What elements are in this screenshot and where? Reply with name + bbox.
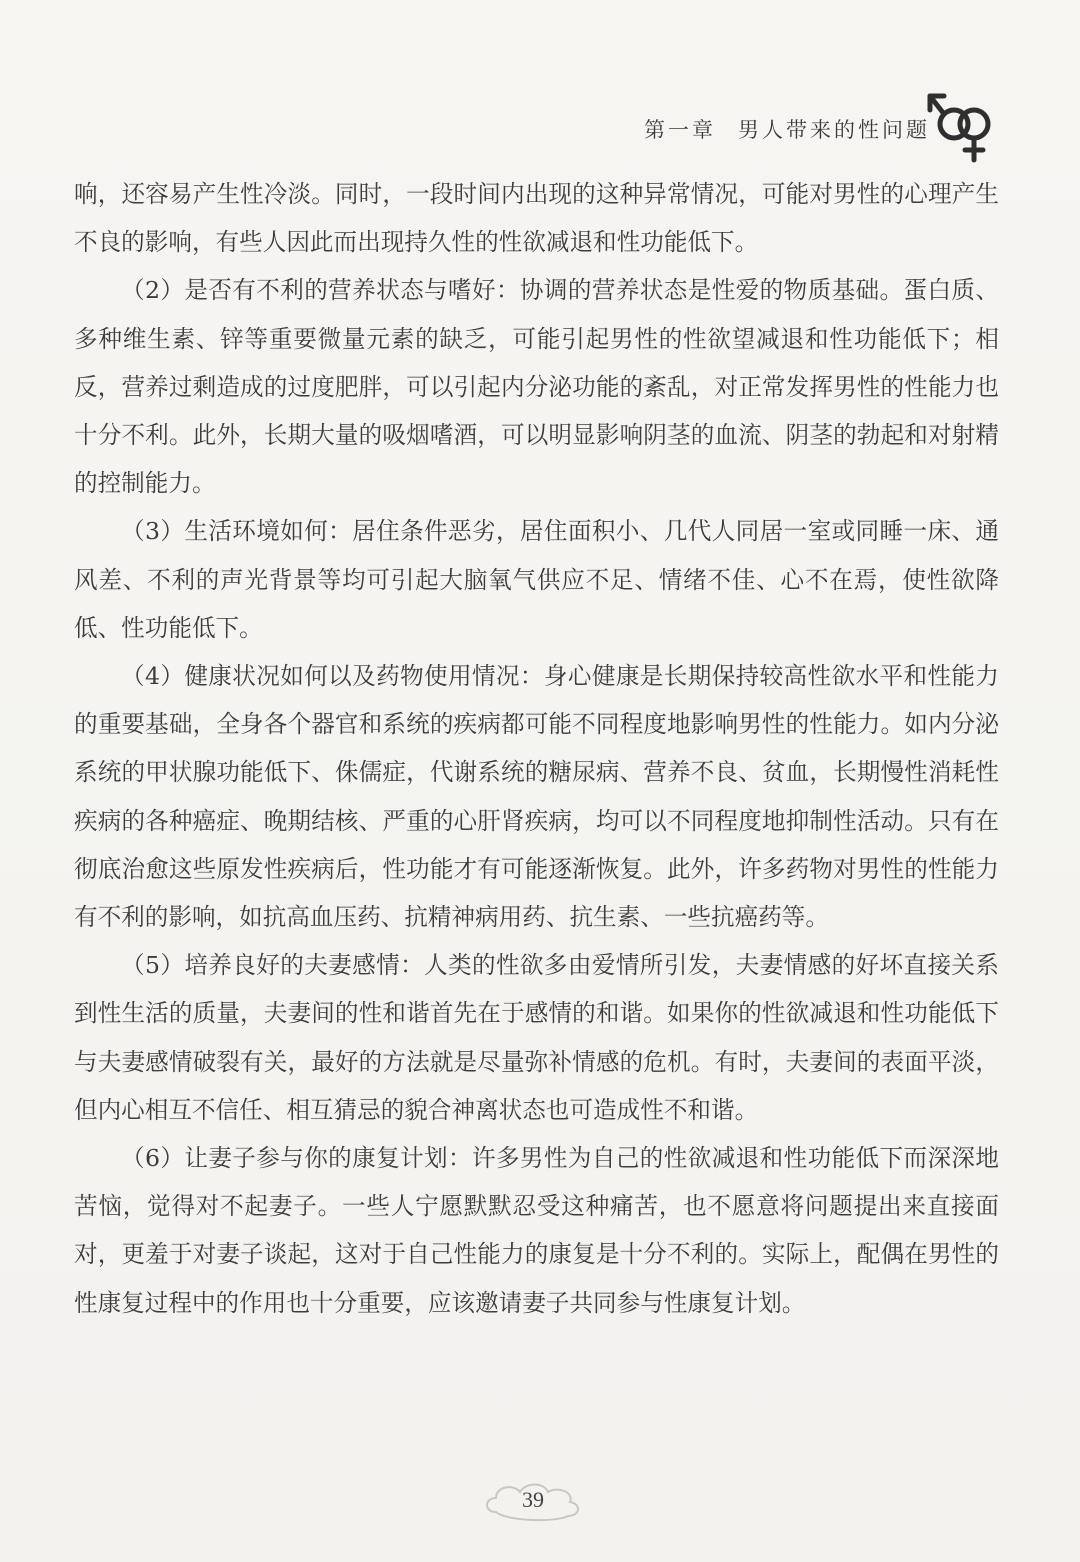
- page-number-cloud: [478, 1476, 588, 1524]
- chapter-title: 男人带来的性问题: [738, 118, 930, 142]
- header-text: [644, 114, 930, 144]
- paragraph-continuation: 响，还容易产生性冷淡。同时，一段时间内出现的这种异常情况，可能对男性的心理产生不良的影响，有些人因此而出现持久性的性欲减退和性功能低下。: [74, 180, 999, 257]
- paragraph-2: （2）是否有不利的营养状态与嗜好：协调的营养状态是性爱的物质基础。蛋白质、多种维生素、锌等重要微量元素的缺乏，可能引起男性的性欲望减退和性功能低下；相反，营养过剩造成的过度肥胖，可以引起内分泌功能的紊乱，对正常发挥男性的性能力也十分不利。此外，长期大量的吸烟嗜酒，可以明显影响阴茎的血流、阴茎的勃起和对射精的控制能力。: [74, 276, 999, 498]
- paragraph-4: （4）健康状况如何以及药物使用情况：身心健康是长期保持较高性欲水平和性能力的重要基础，全身各个器官和系统的疾病都可能不同程度地影响男性的性能力。如内分泌系统的甲状腺功能低下、侏儒症，代谢系统的糖尿病、营养不良、贫血，长期慢性消耗性疾病的各种癌症、晚期结核、严重的心肝肾疾病，均可以不同程度地抑制性活动。只有在彻底治愈这些原发性疾病后，性功能才有可能逐渐恢复。此外，许多药物对男性的性能力有不利的影响，如抗高血压药、抗精神病用药、抗生素、一些抗癌药等。: [74, 662, 999, 932]
- paragraph-3: （3）生活环境如何：居住条件恶劣，居住面积小、几代人同居一室或同睡一床、通风差、不利的声光背景等均可引起大脑氧气供应不足、情绪不佳、心不在焉，使性欲降低、性功能低下。: [74, 517, 999, 642]
- page-number: 39: [522, 1487, 544, 1512]
- running-header: [600, 88, 1020, 168]
- body-text: [74, 170, 999, 1327]
- chapter-label: 第一章: [644, 118, 716, 142]
- paragraph-6: （6）让妻子参与你的康复计划：许多男性为自己的性欲减退和性功能低下而深深地苦恼，觉得对不起妻子。一些人宁愿默默忍受这种痛苦，也不愿意将问题提出来直接面对，更羞于对妻子谈起，这对于自己性能力的康复是十分不利的。实际上，配偶在男性的性康复过程中的作用也十分重要，应该邀请妻子共同参与性康复计划。: [74, 1144, 999, 1317]
- paragraph-5: （5）培养良好的夫妻感情：人类的性欲多由爱情所引发，夫妻情感的好坏直接关系到性生活的质量，夫妻间的性和谐首先在于感情的和谐。如果你的性欲减退和性功能低下与夫妻感情破裂有关，最好的方法就是尽量弥补情感的危机。有时，夫妻间的表面平淡，但内心相互不信任、相互猜忌的貌合神离状态也可造成性不和谐。: [74, 951, 999, 1124]
- gender-symbols-icon: [924, 88, 1002, 166]
